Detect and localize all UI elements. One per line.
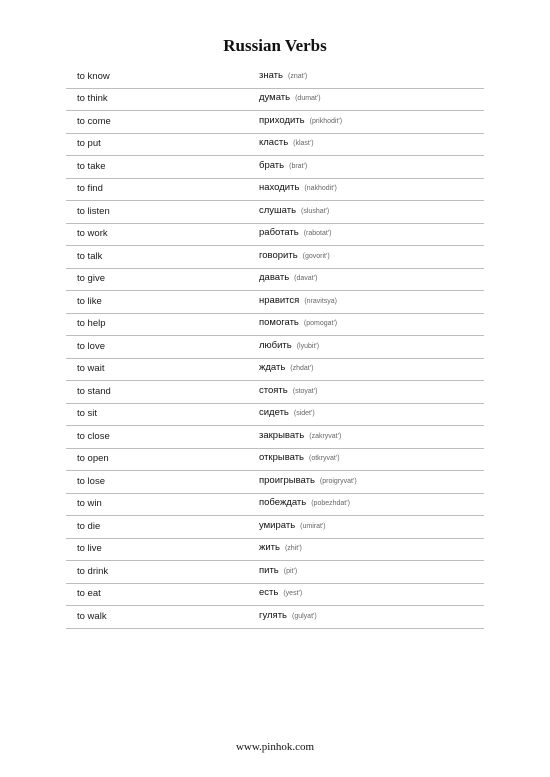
english-verb: to walk bbox=[77, 610, 107, 622]
english-verb: to put bbox=[77, 138, 101, 149]
english-verb: to drink bbox=[77, 565, 109, 577]
russian-verb: гулять bbox=[259, 609, 287, 621]
transliteration: (znat') bbox=[287, 72, 308, 80]
transliteration: (govorit') bbox=[302, 252, 330, 260]
table-row bbox=[66, 606, 484, 629]
table-row bbox=[66, 156, 484, 179]
english-verb: to win bbox=[77, 498, 102, 509]
english-verb: to wait bbox=[77, 363, 105, 374]
table-row bbox=[66, 426, 484, 449]
english-verb: to like bbox=[77, 295, 102, 307]
russian-verb: умирать bbox=[259, 519, 296, 531]
english-verb: to know bbox=[77, 70, 110, 82]
english-verb: to work bbox=[77, 228, 108, 239]
russian-verb: нравится bbox=[259, 294, 300, 306]
table-row bbox=[66, 404, 484, 427]
transliteration: (zhdat') bbox=[290, 365, 314, 372]
table-row bbox=[66, 291, 484, 314]
table-row bbox=[66, 246, 484, 269]
table-row bbox=[66, 539, 484, 562]
table-row bbox=[66, 359, 484, 382]
footer-website: www.pinhok.com bbox=[235, 741, 315, 753]
russian-verb: класть bbox=[259, 137, 289, 148]
transliteration: (gulyat') bbox=[292, 612, 317, 620]
transliteration: (sidet') bbox=[293, 410, 315, 417]
russian-verb: находить bbox=[259, 182, 300, 193]
russian-verb: закрывать bbox=[259, 429, 305, 441]
russian-verb: ждать bbox=[259, 362, 286, 373]
russian-verb: приходить bbox=[259, 114, 305, 126]
table-row bbox=[66, 561, 484, 584]
english-verb: to sit bbox=[77, 408, 98, 419]
transliteration: (prikhodit') bbox=[309, 117, 343, 125]
russian-verb: думать bbox=[259, 92, 291, 103]
russian-verb: брать bbox=[259, 159, 285, 171]
english-verb: to talk bbox=[77, 250, 103, 262]
table-row bbox=[66, 381, 484, 404]
russian-verb: работать bbox=[259, 227, 299, 238]
table-row bbox=[66, 471, 484, 494]
english-verb: to think bbox=[77, 93, 108, 104]
table-row bbox=[66, 314, 484, 337]
table-row bbox=[66, 89, 484, 112]
transliteration: (pomogat') bbox=[303, 320, 338, 327]
russian-verb: есть bbox=[259, 587, 279, 598]
english-verb: to open bbox=[77, 453, 109, 464]
english-verb: to help bbox=[77, 318, 106, 329]
table-row bbox=[66, 201, 484, 224]
table-row bbox=[66, 336, 484, 359]
table-row bbox=[66, 516, 484, 539]
transliteration: (slushat') bbox=[301, 207, 330, 215]
english-verb: to eat bbox=[77, 588, 101, 599]
russian-verb: говорить bbox=[259, 249, 298, 261]
table-row bbox=[66, 449, 484, 472]
transliteration: (otkryvat') bbox=[309, 455, 340, 462]
russian-verb: открывать bbox=[259, 452, 305, 463]
english-verb: to close bbox=[77, 430, 110, 442]
russian-verb: проигрывать bbox=[259, 474, 315, 486]
transliteration: (nakhodit') bbox=[304, 185, 337, 192]
english-verb: to love bbox=[77, 340, 105, 352]
transliteration: (brat') bbox=[289, 162, 308, 170]
table-row bbox=[66, 134, 484, 157]
english-verb: to listen bbox=[77, 205, 110, 217]
transliteration: (proigryvat') bbox=[319, 477, 357, 485]
russian-verb: любить bbox=[259, 339, 292, 351]
russian-verb: сидеть bbox=[259, 407, 289, 418]
transliteration: (davat') bbox=[294, 275, 318, 282]
transliteration: (klast') bbox=[293, 140, 314, 147]
transliteration: (pit') bbox=[283, 567, 298, 575]
vocabulary-table bbox=[66, 66, 484, 629]
table-row bbox=[66, 269, 484, 292]
transliteration: (rabotat') bbox=[303, 230, 332, 237]
english-verb: to come bbox=[77, 115, 111, 127]
transliteration: (nravitsya) bbox=[304, 297, 337, 305]
transliteration: (lyubit') bbox=[296, 342, 320, 350]
transliteration: (yest') bbox=[283, 590, 303, 597]
russian-verb: жить bbox=[259, 542, 280, 553]
page-title: Russian Verbs bbox=[223, 36, 327, 55]
table-row bbox=[66, 584, 484, 607]
english-verb: to lose bbox=[77, 475, 105, 487]
english-verb: to stand bbox=[77, 385, 111, 397]
transliteration: (dumat') bbox=[295, 95, 321, 102]
table-row bbox=[66, 66, 484, 89]
russian-verb: стоять bbox=[259, 384, 288, 396]
english-verb: to find bbox=[77, 183, 103, 194]
english-verb: to die bbox=[77, 520, 101, 532]
english-verb: to take bbox=[77, 160, 106, 172]
russian-verb: знать bbox=[259, 69, 283, 81]
table-row bbox=[66, 224, 484, 247]
transliteration: (zakryvat') bbox=[309, 432, 342, 440]
russian-verb: пить bbox=[259, 564, 279, 576]
transliteration: (umirat') bbox=[300, 522, 326, 530]
table-row bbox=[66, 179, 484, 202]
english-verb: to give bbox=[77, 273, 105, 284]
russian-verb: давать bbox=[259, 272, 290, 283]
transliteration: (pobezhdat') bbox=[311, 500, 350, 507]
russian-verb: помогать bbox=[259, 317, 299, 328]
russian-verb: слушать bbox=[259, 204, 297, 216]
russian-verb: побеждать bbox=[259, 497, 307, 508]
table-row bbox=[66, 494, 484, 517]
english-verb: to live bbox=[77, 543, 102, 554]
transliteration: (stoyat') bbox=[292, 387, 318, 395]
table-row bbox=[66, 111, 484, 134]
transliteration: (zhit') bbox=[284, 545, 302, 552]
